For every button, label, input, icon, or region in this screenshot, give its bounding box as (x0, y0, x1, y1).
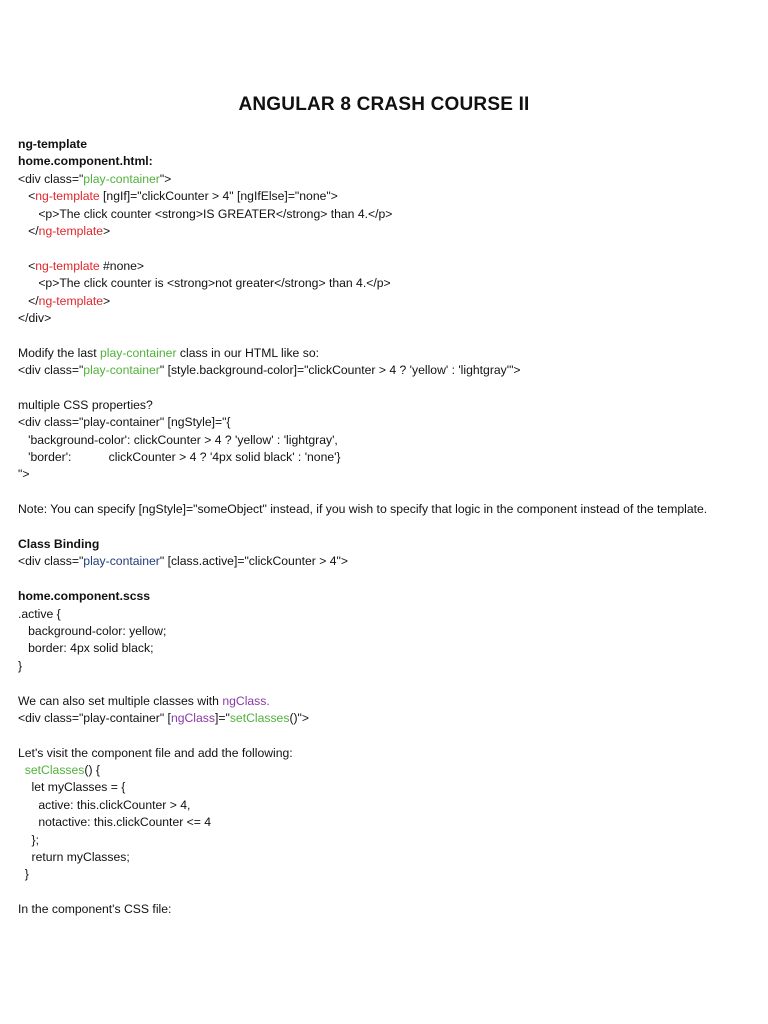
code-token-class: play-container (83, 363, 160, 378)
code-line: } (18, 867, 29, 882)
code-token-tag: ng-template (38, 293, 104, 308)
section-heading-class-binding: Class Binding (18, 536, 100, 551)
code-line: <div class="play-container"> (18, 171, 172, 186)
paragraph: Let's visit the component file and add the following: (18, 745, 293, 760)
code-token-method: setClasses (24, 763, 85, 778)
code-line: </ng-template> (18, 223, 111, 238)
code-token-method: setClasses (229, 710, 290, 725)
code-line: let myClasses = { (18, 780, 126, 795)
code-line: .active { (18, 606, 61, 621)
code-line: </ng-template> (18, 293, 111, 308)
code-token-tag: ng-template (35, 189, 100, 204)
paragraph: Modify the last play-container class in our HTML like so: (18, 345, 319, 360)
code-line: return myClasses; (18, 850, 130, 865)
document-body (18, 136, 758, 919)
code-line: <div class="play-container" [style.background-color]="clickCounter > 4 ? 'yellow' : 'lightgray'"> (18, 363, 521, 378)
code-line: <div class="play-container" [ngStyle]="{ (18, 415, 231, 430)
code-token-class: play-container (83, 554, 160, 569)
code-line: </div> (18, 310, 52, 325)
code-line: }; (18, 832, 40, 847)
code-line: active: this.clickCounter > 4, (18, 797, 191, 812)
code-token-class: play-container (99, 345, 177, 360)
code-line: "> (18, 467, 30, 482)
code-token-class: play-container (83, 171, 160, 186)
note-paragraph: Note: You can specify [ngStyle]="someObject" instead, if you wish to specify that logic in the component instead of the template. (18, 502, 708, 517)
code-line: notactive: this.clickCounter <= 4 (18, 815, 212, 830)
code-line: background-color: yellow; (18, 623, 167, 638)
code-line: 'border': clickCounter > 4 ? '4px solid black' : 'none'} (18, 450, 341, 465)
code-line: <p>The click counter <strong>IS GREATER</strong> than 4.</p> (18, 206, 393, 221)
code-token-directive: ngClass. (222, 693, 270, 708)
code-line: <div class="play-container" [ngClass]="setClasses()"> (18, 710, 309, 725)
code-line: <ng-template #none> (18, 258, 145, 273)
code-line: <div class="play-container" [class.active]="clickCounter > 4"> (18, 554, 348, 569)
code-token-tag: ng-template (38, 223, 104, 238)
paragraph-multiple-css: multiple CSS properties? (18, 397, 153, 412)
code-token-directive: ngClass (170, 710, 215, 725)
code-line: } (18, 658, 23, 673)
code-line: <ng-template [ngIf]="clickCounter > 4" [ngIfElse]="none"> (18, 189, 338, 204)
paragraph: We can also set multiple classes with ngClass. (18, 693, 270, 708)
code-line: border: 4px solid black; (18, 641, 154, 656)
code-line: setClasses() { (24, 763, 100, 778)
paragraph: In the component's CSS file: (18, 902, 172, 917)
code-token-tag: ng-template (35, 258, 100, 273)
file-label-html: home.component.html: (18, 154, 153, 169)
file-label-scss: home.component.scss (18, 589, 151, 604)
section-heading-ng-template: ng-template (18, 137, 88, 151)
code-line: <p>The click counter is <strong>not greater</strong> than 4.</p> (18, 276, 391, 291)
code-line: 'background-color': clickCounter > 4 ? 'yellow' : 'lightgray', (18, 432, 338, 447)
page-title: ANGULAR 8 CRASH COURSE II (238, 94, 530, 115)
